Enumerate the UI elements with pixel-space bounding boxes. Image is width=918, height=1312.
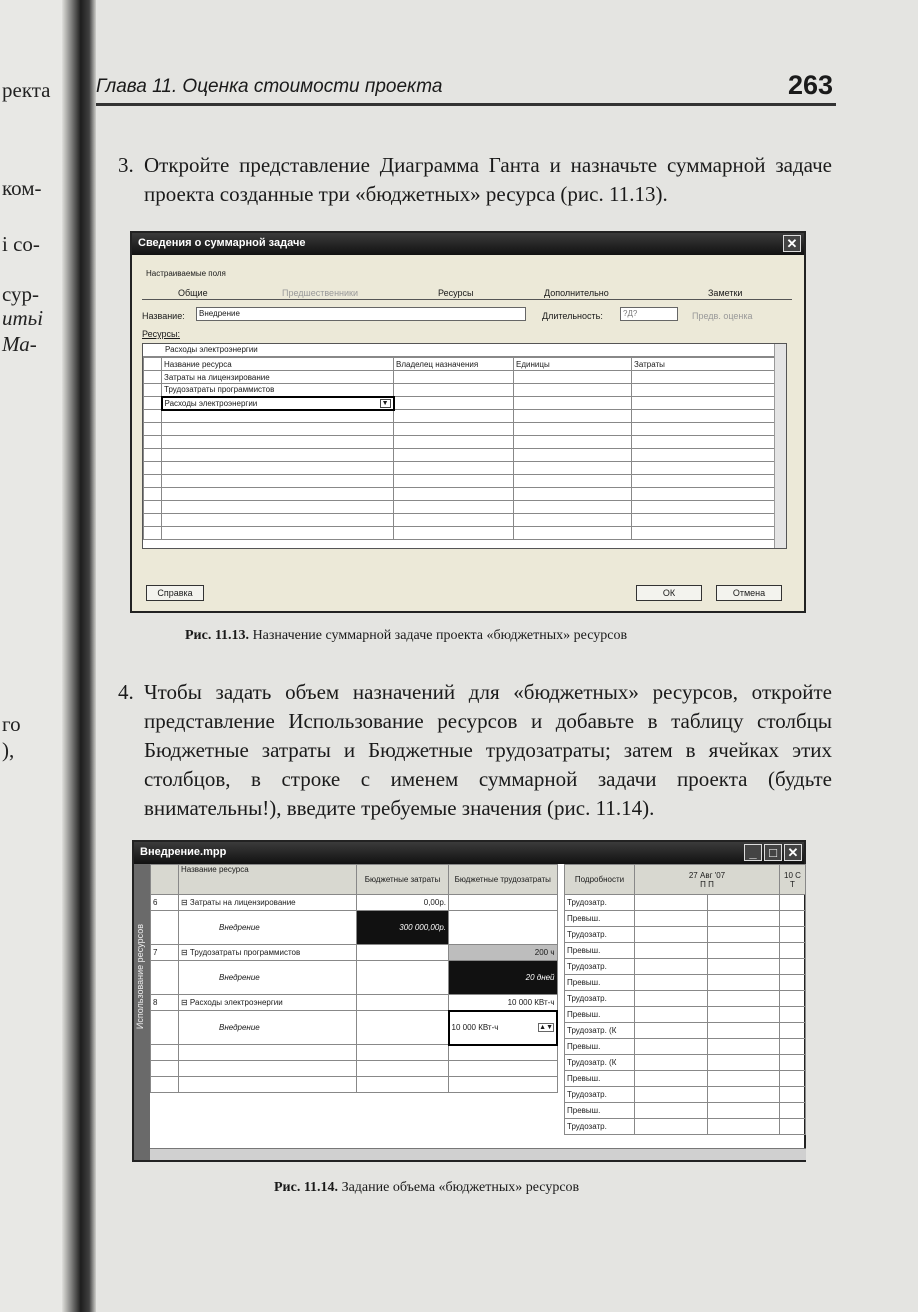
step-text: Чтобы задать объем назначений для «бюджетных» ресурсов, откройте представление Использование ресурсов и добавьте в таблицу столбцы Бюджетные затраты и Бюджетные трудозатраты; затем в ячейках этих столбцов, в строке с именем суммарной задачи проекта (будьте внимательны!), введите требуемые значения (рис. 11.14). xyxy=(144,680,832,820)
step-number: 3. xyxy=(118,153,134,177)
help-button[interactable]: Справка xyxy=(146,585,204,601)
close-icon[interactable]: ✕ xyxy=(783,235,801,252)
table-row[interactable]: Внедрение 10 000 КВт-ч ▲▼ xyxy=(151,1011,558,1045)
facing-text: итьі xyxy=(2,306,44,330)
duration-input[interactable]: ?Д? xyxy=(620,307,678,321)
view-bar xyxy=(134,864,150,1160)
col-resource-name[interactable]: Название ресурса xyxy=(179,865,357,895)
spinner-icon[interactable]: ▲▼ xyxy=(539,1024,553,1031)
work-input[interactable]: 10 000 КВт-ч ▲▼ xyxy=(449,1011,558,1045)
grid-scrollbar[interactable] xyxy=(774,344,786,548)
step-text: Откройте представление Диаграмма Ганта и назначьте суммарной задаче проекта созданные три «бюджетных» ресурса (рис. 11.13). xyxy=(144,153,832,206)
table-row[interactable]: 8 ⊟ Расходы электроэнергии 10 000 КВт-ч xyxy=(151,995,558,1011)
table-row[interactable] xyxy=(144,397,786,410)
facing-text: ректа xyxy=(2,78,51,102)
table-row[interactable] xyxy=(144,384,786,397)
figure-caption-1: Рис. 11.13. Назначение суммарной задаче проекта «бюджетных» ресурсов xyxy=(185,628,628,643)
facing-text: сур- xyxy=(2,282,40,306)
col-units[interactable]: Единицы xyxy=(514,358,632,371)
grid-edit-line[interactable]: Расходы электроэнергии xyxy=(143,344,786,357)
table-row[interactable]: 6 ⊟ Затраты на лицензирование 0,00р. xyxy=(151,895,558,911)
table-row[interactable]: Внедрение 300 000,00р. xyxy=(151,911,558,945)
ok-button[interactable]: ОК xyxy=(636,585,702,601)
col-budget-cost[interactable]: Бюджетные затраты xyxy=(357,865,449,895)
minimize-icon[interactable]: _ xyxy=(744,844,762,861)
estimate-checkbox[interactable]: Предв. оценка xyxy=(692,311,753,321)
step-number: 4. xyxy=(118,680,134,704)
resource-usage-window xyxy=(132,840,806,1162)
facing-text: Ма- xyxy=(2,332,37,356)
horizontal-scrollbar[interactable] xyxy=(150,1148,806,1160)
col-owner[interactable]: Владелец назначения xyxy=(394,358,514,371)
usage-table xyxy=(150,864,558,1093)
summary-task-dialog xyxy=(130,231,806,613)
book-page xyxy=(96,0,918,1312)
col-resource-name[interactable]: Название ресурса xyxy=(162,358,394,371)
window-titlebar xyxy=(134,842,804,864)
timescale-week-2: 10 С Т xyxy=(780,865,806,895)
table-row[interactable]: 7 ⊟ Трудозатраты программистов 200 ч xyxy=(151,945,558,961)
dialog-title: Сведения о суммарной задаче xyxy=(138,237,306,249)
col-details[interactable]: Подробности xyxy=(565,865,635,895)
tab-general[interactable]: Общие xyxy=(178,288,208,298)
name-input[interactable]: Внедрение xyxy=(196,307,526,321)
tab-predecessors[interactable]: Предшественники xyxy=(282,288,358,298)
facing-text: ), xyxy=(2,738,15,762)
cell-resource[interactable]: Затраты на лицензирование xyxy=(162,371,394,384)
step-3 xyxy=(118,151,832,209)
col-budget-work[interactable]: Бюджетные трудозатраты xyxy=(449,865,558,895)
step-4 xyxy=(118,678,832,823)
window-title: Внедрение.mpp xyxy=(140,846,227,858)
table-row[interactable]: Внедрение 20 дней xyxy=(151,961,558,995)
tab-notes[interactable]: Заметки xyxy=(708,288,743,298)
header-rule xyxy=(96,103,836,106)
name-label: Название: xyxy=(142,311,185,321)
dialog-titlebar xyxy=(132,233,804,255)
cell-resource[interactable]: Трудозатраты программистов xyxy=(162,384,394,397)
facing-text: ком- xyxy=(2,176,42,200)
duration-label: Длительность: xyxy=(542,311,603,321)
maximize-icon[interactable]: □ xyxy=(764,844,782,861)
timescale-grid: Подробности 27 Авг '07 П П 10 С Т Трудозатр. Превыш. Трудозатр. Превыш. Трудозатр. Превыш. Трудозатр. Превыш. Трудозатр. (К Превыш. Трудозатр. (К Превыш. Трудозатр. Превыш. Трудозатр. xyxy=(564,864,806,1135)
view-bar-label: Использование ресурсов xyxy=(135,924,145,1030)
tab-custom-fields[interactable]: Настраиваемые поля xyxy=(146,269,226,278)
resource-dropdown[interactable]: Расходы электроэнергии ▼ xyxy=(162,397,394,410)
tab-advanced[interactable]: Дополнительно xyxy=(544,288,609,298)
table-row[interactable] xyxy=(144,371,786,384)
facing-text: го xyxy=(2,712,21,736)
resources-label: Ресурсы: xyxy=(142,329,180,339)
tab-resources[interactable]: Ресурсы xyxy=(438,288,474,298)
facing-text: і со- xyxy=(2,232,40,256)
timescale-week: 27 Авг '07 П П xyxy=(635,865,780,895)
chevron-down-icon[interactable]: ▼ xyxy=(381,399,389,407)
col-cost[interactable]: Затраты xyxy=(632,358,786,371)
page-number: 263 xyxy=(788,70,834,100)
cancel-button[interactable]: Отмена xyxy=(716,585,782,601)
close-icon[interactable]: ✕ xyxy=(784,844,802,861)
resources-grid xyxy=(142,343,787,549)
running-head: Глава 11. Оценка стоимости проекта xyxy=(96,76,443,97)
figure-caption-2: Рис. 11.14. Задание объема «бюджетных» ресурсов xyxy=(274,1180,580,1195)
book-gutter xyxy=(62,0,96,1312)
